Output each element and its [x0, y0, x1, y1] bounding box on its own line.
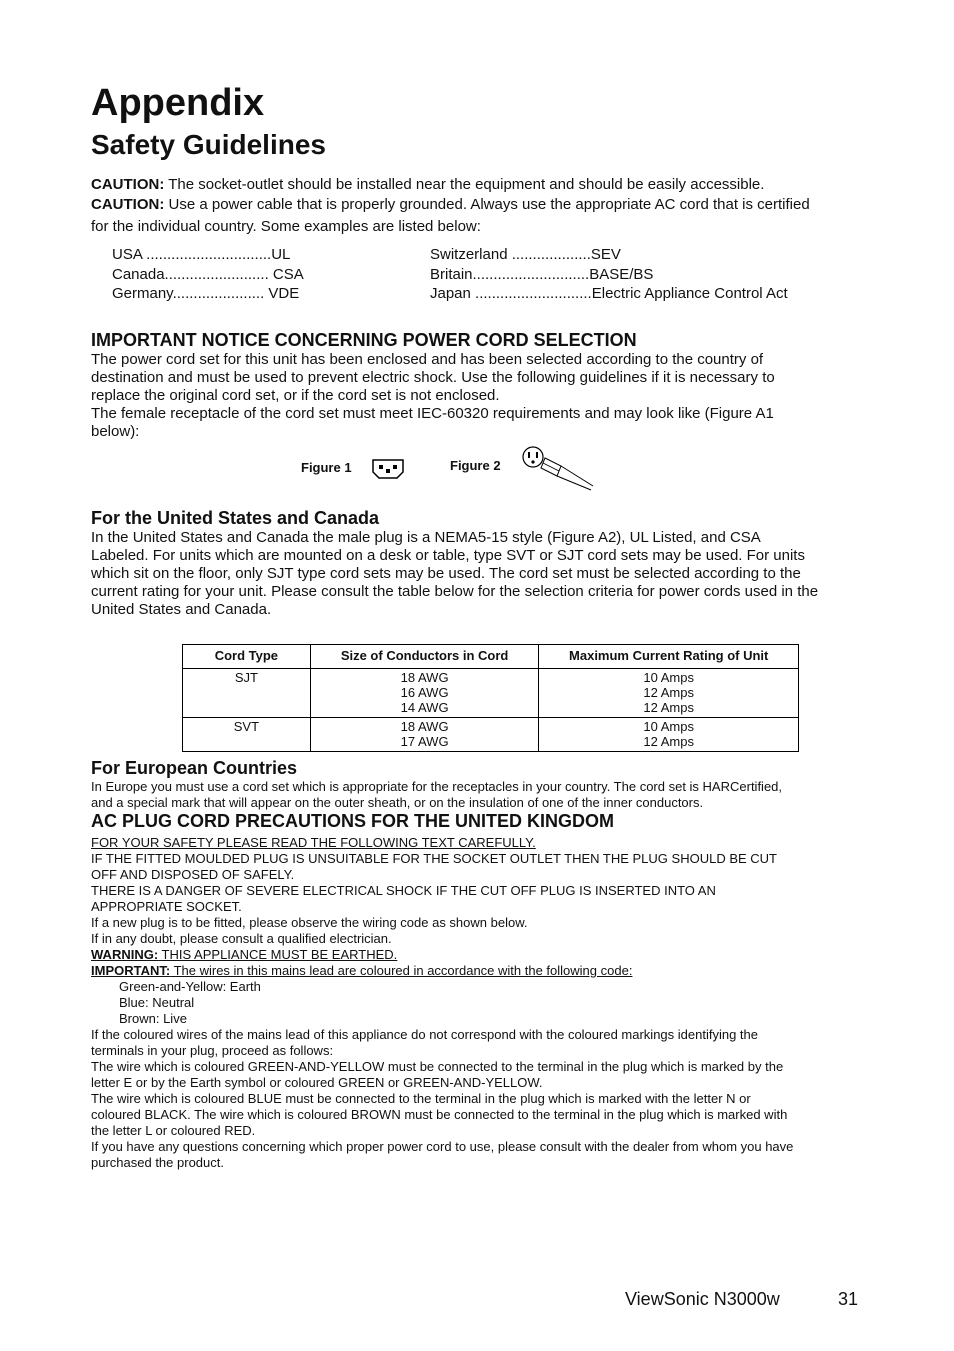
notice-line: The power cord set for this unit has been enclosed and has been selected according to the country of [91, 351, 764, 368]
uk-body [91, 835, 881, 1171]
section-title: Safety Guidelines [91, 129, 326, 160]
country-item: Switzerland ...................SEV [430, 246, 621, 263]
us-canada-line: United States and Canada. [91, 601, 272, 618]
country-list-right [430, 245, 788, 304]
table-header-row [183, 645, 799, 669]
country-item: Japan ............................Electric Appliance Control Act [430, 285, 788, 302]
country-item: Britain............................BASE/BS [430, 265, 654, 283]
us-canada-body [91, 529, 881, 619]
page-number: 31 [838, 1289, 859, 1309]
notice-heading: IMPORTANT NOTICE CONCERNING POWER CORD SELECTION [91, 330, 637, 350]
uk-line: OFF AND DISPOSED OF SAFELY. [91, 867, 295, 882]
us-canada-line: In the United States and Canada the male plug is a NEMA5-15 style (Figure A2), UL Listed, and CSA [91, 529, 761, 546]
country-item: Germany...................... VDE [112, 285, 300, 302]
us-canada-line: which sit on the floor, only SJT type cord sets may be used. The cord set must be selected according to the [91, 565, 801, 582]
uk-line: If the coloured wires of the mains lead of this appliance do not correspond with the coloured markings identifying the [91, 1027, 758, 1042]
uk-line: The wire which is coloured GREEN-AND-YELLOW must be connected to the terminal in the plug which is marked by the [91, 1059, 784, 1074]
uk-line: letter E or by the Earth symbol or coloured GREEN or GREEN-AND-YELLOW. [91, 1075, 543, 1090]
uk-line: THERE IS A DANGER OF SEVERE ELECTRICAL SHOCK IF THE CUT OFF PLUG IS INSERTED INTO AN [91, 883, 716, 898]
conductor-size: 14 AWG [400, 700, 449, 715]
uk-safety-notice: FOR YOUR SAFETY PLEASE READ THE FOLLOWING TEXT CAREFULLY. [91, 835, 536, 850]
page-title: Appendix [91, 82, 265, 124]
conductor-size: 18 AWG [400, 719, 449, 734]
europe-line: and a special mark that will appear on the outer sheath, or on the insulation of one of the inner conductors. [91, 795, 704, 810]
uk-important [91, 963, 881, 979]
us-canada-heading: For the United States and Canada [91, 508, 380, 528]
country-list-left [112, 245, 304, 304]
caution-label: CAUTION: [91, 176, 165, 193]
current-rating: 10 Amps [643, 670, 694, 685]
uk-line: the letter L or coloured RED. [91, 1123, 256, 1138]
us-canada-line: Labeled. For units which are mounted on a desk or table, type SVT or SJT cord sets may be used. For units [91, 547, 805, 564]
caution-2-cont: for the individual country. Some examples are listed below: [91, 218, 481, 235]
europe-body [91, 779, 881, 811]
uk-line: terminals in your plug, proceed as follows: [91, 1043, 334, 1058]
notice-line: The female receptacle of the cord set must meet IEC-60320 requirements and may look like (Figure A1 [91, 405, 774, 422]
wire-code-list [91, 979, 881, 1027]
figure-2-label: Figure 2 [450, 458, 501, 473]
uk-heading: AC PLUG CORD PRECAUTIONS FOR THE UNITED KINGDOM [91, 811, 615, 831]
caution-label: CAUTION: [91, 196, 165, 213]
wire-code-item: Blue: Neutral [119, 995, 195, 1010]
uk-line: IF THE FITTED MOULDED PLUG IS UNSUITABLE FOR THE SOCKET OUTLET THEN THE PLUG SHOULD BE CUT [91, 851, 777, 866]
wire-code-item: Brown: Live [119, 1011, 187, 1026]
conductor-size-cell [310, 669, 539, 718]
cord-type-cell: SJT [183, 669, 311, 718]
uk-line: APPROPRIATE SOCKET. [91, 899, 242, 914]
uk-line: The wire which is coloured BLUE must be connected to the terminal in the plug which is marked with the letter N or [91, 1091, 751, 1106]
conductor-size-cell [310, 718, 539, 752]
notice-line: replace the original cord set, or if the cord set is not enclosed. [91, 387, 500, 404]
current-rating-cell [539, 669, 799, 718]
iec-receptacle-icon [371, 458, 405, 480]
conductor-size: 16 AWG [400, 685, 449, 700]
table-row [183, 669, 799, 718]
important-label: IMPORTANT: [91, 963, 171, 978]
footer-product: ViewSonic N3000w [625, 1289, 780, 1309]
current-rating: 10 Amps [643, 719, 694, 734]
column-header: Maximum Current Rating of Unit [539, 645, 799, 669]
caution-text: The socket-outlet should be installed near the equipment and should be easily accessible. [164, 176, 765, 193]
cord-selection-table [182, 644, 799, 752]
cord-type-cell: SVT [183, 718, 311, 752]
warning-text: THIS APPLIANCE MUST BE EARTHED. [158, 947, 398, 962]
europe-heading: For European Countries [91, 758, 298, 778]
country-item: Canada......................... CSA [112, 265, 304, 283]
notice-line: below): [91, 423, 140, 440]
uk-line: purchased the product. [91, 1155, 224, 1170]
nema-plug-icon [521, 444, 597, 492]
uk-warning [91, 947, 881, 963]
caution-1 [91, 176, 881, 196]
column-header: Size of Conductors in Cord [310, 645, 539, 669]
europe-line: In Europe you must use a cord set which is appropriate for the receptacles in your country. The cord set is HARCertified, [91, 779, 783, 794]
notice-line: destination and must be used to prevent electric shock. Use the following guidelines if it is necessary to [91, 369, 775, 386]
column-header: Cord Type [183, 645, 311, 669]
conductor-size: 17 AWG [400, 734, 449, 749]
wire-code-item: Green-and-Yellow: Earth [119, 979, 261, 994]
warning-label: WARNING: [91, 947, 159, 962]
current-rating: 12 Amps [643, 685, 694, 700]
caution-2 [91, 196, 881, 218]
conductor-size: 18 AWG [400, 670, 449, 685]
table-row [183, 718, 799, 752]
current-rating: 12 Amps [643, 734, 694, 749]
uk-line: If a new plug is to be fitted, please observe the wiring code as shown below. [91, 915, 528, 930]
uk-line: If in any doubt, please consult a qualified electrician. [91, 931, 392, 946]
us-canada-line: current rating for your unit. Please consult the table below for the selection criteria for power cords used in the [91, 583, 819, 600]
caution-text: Use a power cable that is properly grounded. Always use the appropriate AC cord that is certified [164, 196, 810, 213]
current-rating-cell [539, 718, 799, 752]
caution-block [91, 176, 881, 236]
notice-body [91, 351, 881, 441]
current-rating: 12 Amps [643, 700, 694, 715]
figure-1-label: Figure 1 [301, 460, 352, 475]
country-item: USA ..............................UL [112, 246, 291, 263]
uk-line: coloured BLACK. The wire which is coloured BROWN must be connected to the terminal in the plug which is marked with [91, 1107, 788, 1122]
important-text: The wires in this mains lead are coloured in accordance with the following code: [170, 963, 633, 978]
uk-line: If you have any questions concerning which proper power cord to use, please consult with the dealer from whom you have [91, 1139, 794, 1154]
